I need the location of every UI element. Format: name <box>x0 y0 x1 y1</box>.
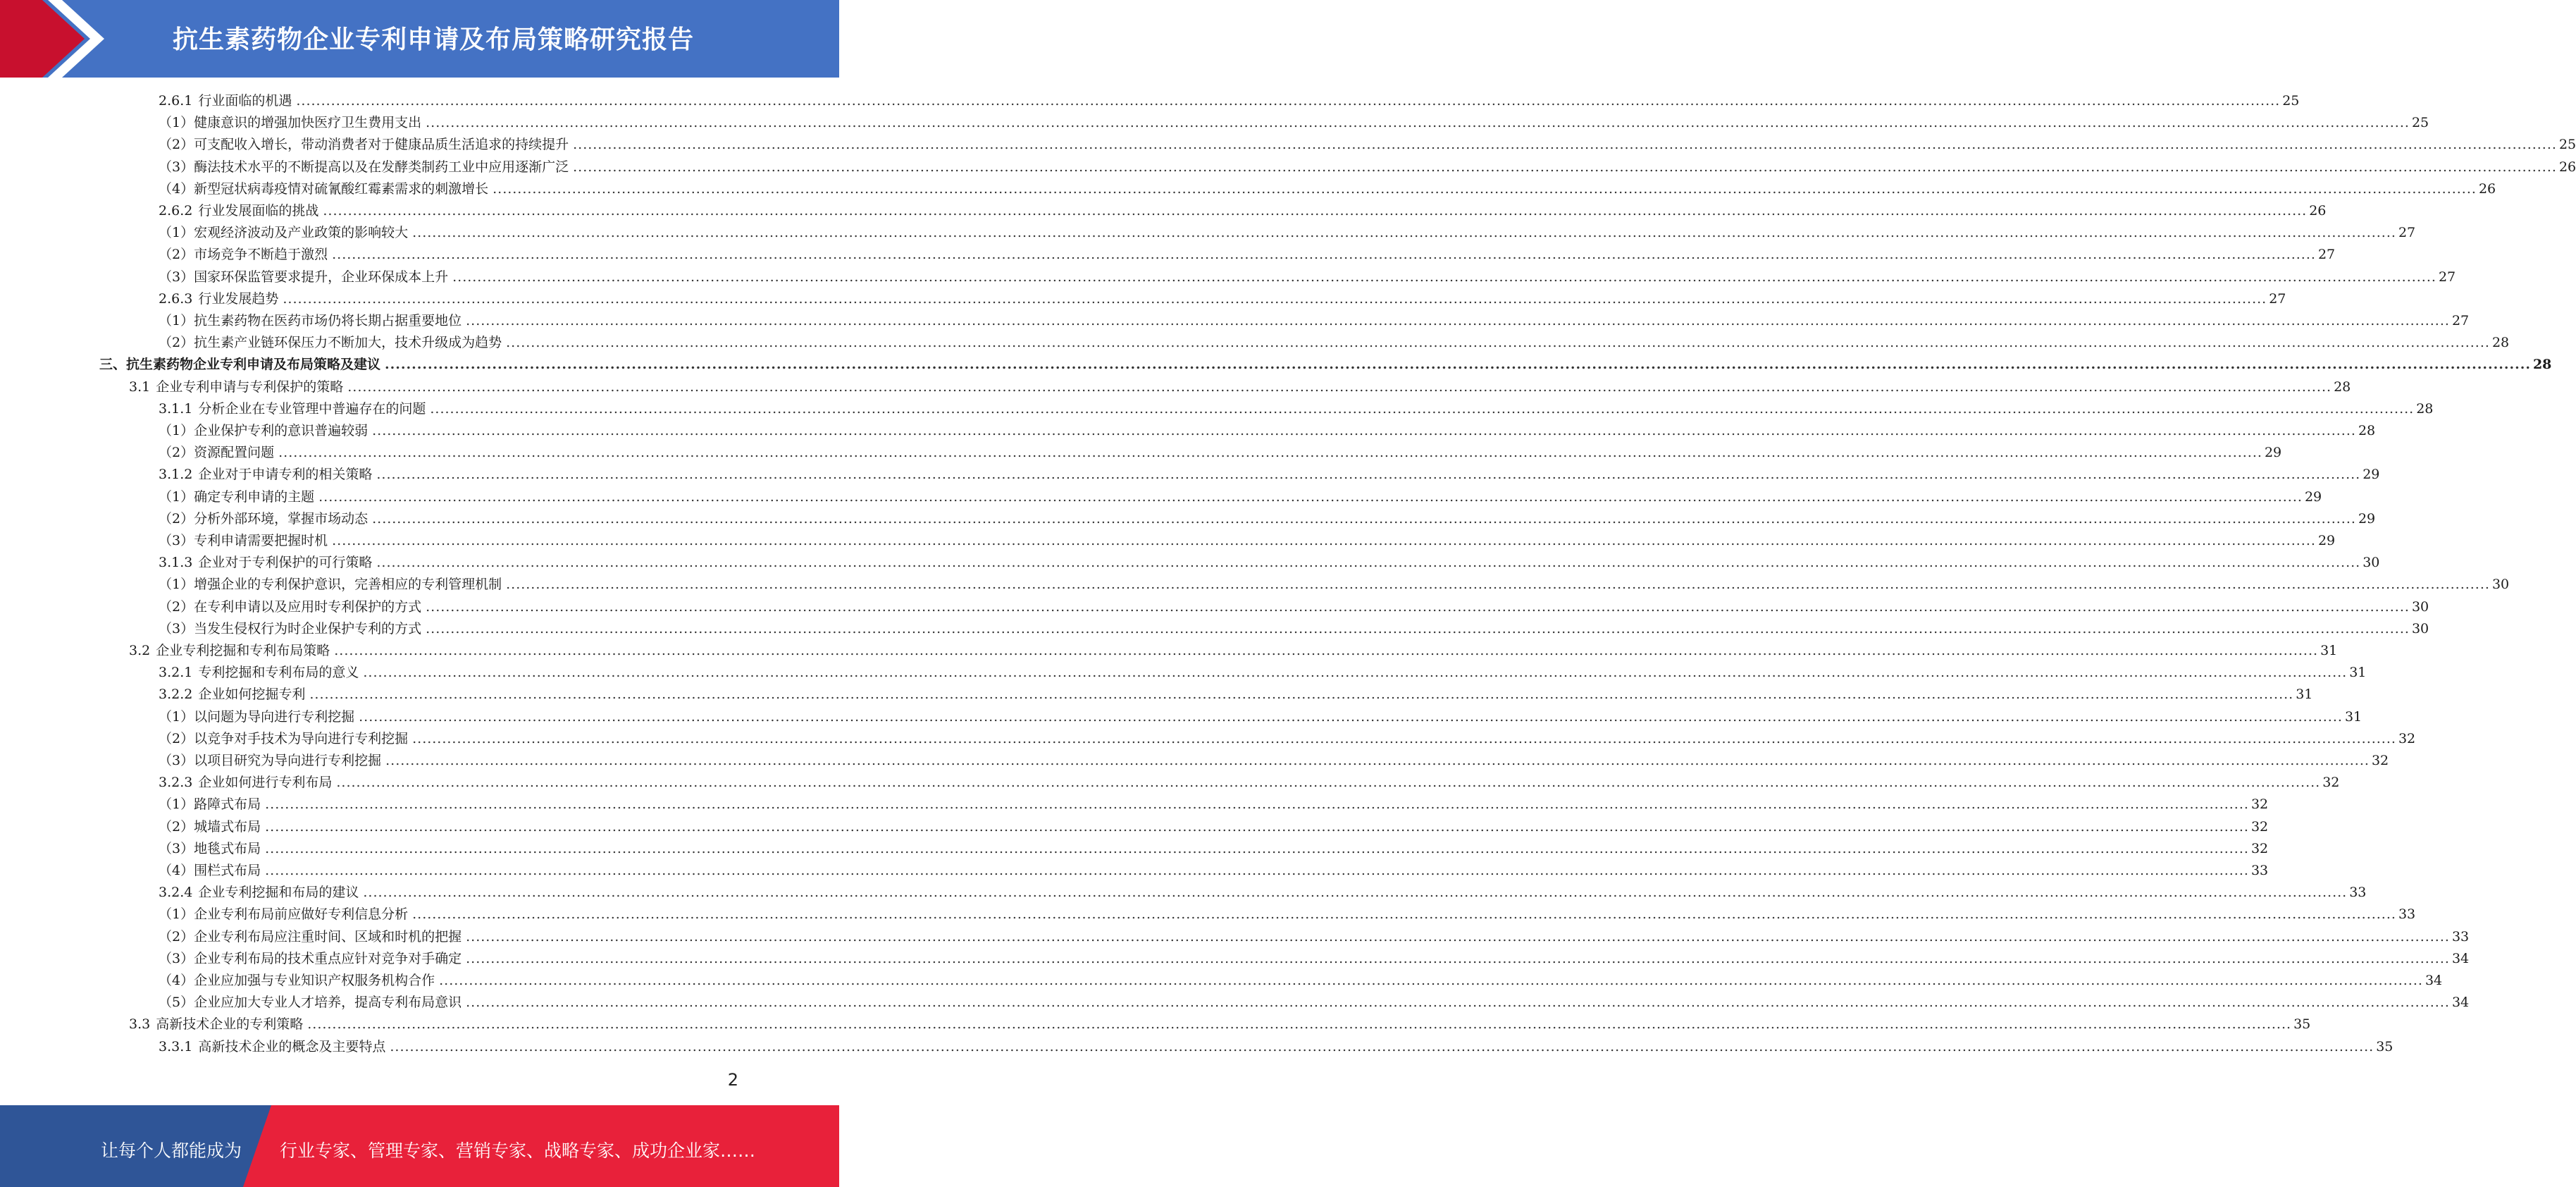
toc-entry[interactable] <box>0 618 2429 640</box>
toc-entry[interactable] <box>0 596 2429 618</box>
toc-entry[interactable] <box>0 112 2429 134</box>
toc-entry-number: 3.2.2 <box>159 687 193 703</box>
toc-entry-page: 25 <box>2282 93 2300 109</box>
toc-entry-page: 29 <box>2317 533 2336 548</box>
toc-entry[interactable] <box>0 970 2443 992</box>
toc-entry-title: 企业应加大专业人才培养，提高专利布局意识 <box>194 995 462 1011</box>
toc-entry-page: 30 <box>2491 577 2510 593</box>
toc-entry[interactable] <box>0 1014 2311 1035</box>
toc-entry-number: （2） <box>159 598 194 615</box>
toc-leader-dots: ................................................................................................................................................................................................................................................................................................................................................................................................................ <box>334 643 2319 658</box>
toc-entry[interactable] <box>0 178 2496 200</box>
toc-entry-page: 27 <box>2398 225 2416 241</box>
toc-entry-title: 高新技术企业的专利策略 <box>156 1016 304 1033</box>
toc-entry-page: 34 <box>2451 950 2470 966</box>
toc-leader-dots: ................................................................................................................................................................................................................................................................................................................................................................................................................ <box>412 225 2396 241</box>
toc-leader-dots: ................................................................................................................................................................................................................................................................................................................................................................................................................ <box>336 775 2321 791</box>
toc-leader-dots: ................................................................................................................................................................................................................................................................................................................................................................................................................ <box>283 290 2267 307</box>
toc-entry-page: 26 <box>2558 159 2576 175</box>
toc-leader-dots: ................................................................................................................................................................................................................................................................................................................................................................................................................ <box>385 753 2370 768</box>
toc-entry[interactable] <box>0 354 2552 376</box>
toc-leader-dots: ................................................................................................................................................................................................................................................................................................................................................................................................................ <box>372 423 2356 438</box>
toc-entry-title: 企业专利布局应注重时间、区域和时机的把握 <box>194 928 462 945</box>
toc-entry[interactable] <box>0 398 2434 420</box>
toc-entry-title: 以竞争对手技术为导向进行专利挖掘 <box>194 730 409 746</box>
toc-entry-title: 确定专利申请的主题 <box>194 488 315 505</box>
toc-entry-number: （1） <box>159 797 194 813</box>
toc-leader-dots: ................................................................................................................................................................................................................................................................................................................................................................................................................ <box>466 928 2450 945</box>
toc-entry-title: 新型冠状病毒疫情对硫氰酸红霉素需求的刺激增长 <box>194 180 489 197</box>
toc-entry-title: 城墙式布局 <box>194 818 261 835</box>
toc-entry-number: 2.6.3 <box>159 290 193 307</box>
toc-entry[interactable] <box>0 376 2351 398</box>
toc-leader-dots: ................................................................................................................................................................................................................................................................................................................................................................................................................ <box>376 555 2361 571</box>
toc-entry[interactable] <box>0 200 2327 222</box>
toc-entry-number: （2） <box>159 928 194 945</box>
toc-entry[interactable] <box>0 486 2322 508</box>
toc-leader-dots: ................................................................................................................................................................................................................................................................................................................................................................................................................ <box>412 906 2396 923</box>
toc-entry-number: 3.3 <box>129 1016 151 1033</box>
toc-leader-dots: ................................................................................................................................................................................................................................................................................................................................................................................................................ <box>265 840 2249 856</box>
toc-entry-title: 围栏式布局 <box>194 863 261 878</box>
toc-entry[interactable] <box>0 1036 2394 1058</box>
page-header <box>0 0 839 78</box>
toc-entry[interactable] <box>0 728 2416 750</box>
toc-leader-dots: ................................................................................................................................................................................................................................................................................................................................................................................................................ <box>506 335 2490 351</box>
toc-entry[interactable] <box>0 706 2363 728</box>
toc-entry-page: 30 <box>2411 620 2429 636</box>
toc-entry-page: 29 <box>2304 488 2322 505</box>
toc-entry-page: 26 <box>2309 203 2327 219</box>
toc-entry-title: 在专利申请以及应用时专利保护的方式 <box>194 598 422 615</box>
toc-entry[interactable] <box>0 156 2576 178</box>
toc-entry-number: （5） <box>159 995 194 1011</box>
toc-entry-page: 27 <box>2269 290 2286 307</box>
toc-entry-number: （2） <box>159 445 194 461</box>
toc-leader-dots: ................................................................................................................................................................................................................................................................................................................................................................................................................ <box>506 577 2490 593</box>
toc-entry-title: 分析企业在专业管理中普遍存在的问题 <box>198 400 426 417</box>
toc-entry[interactable] <box>0 420 2376 442</box>
toc-entry-page: 28 <box>2532 357 2552 373</box>
toc-entry-page: 27 <box>2317 247 2336 263</box>
toc-entry-page: 32 <box>2250 840 2269 856</box>
toc-leader-dots: ................................................................................................................................................................................................................................................................................................................................................................................................................ <box>265 863 2249 878</box>
toc-leader-dots: ................................................................................................................................................................................................................................................................................................................................................................................................................ <box>359 708 2343 725</box>
toc-entry-number: 3.1.2 <box>159 467 193 483</box>
footer-slogan-left: 让每个人都能成为 <box>101 1140 242 1161</box>
toc-entry-page: 33 <box>2250 863 2269 878</box>
toc-entry-number: 三、 <box>99 357 127 373</box>
page-footer <box>0 1105 839 1187</box>
toc-entry-number: （3） <box>159 620 194 636</box>
toc-entry-title: 行业面临的机遇 <box>198 93 292 109</box>
toc-entry-title: 企业对于专利保护的可行策略 <box>198 555 373 571</box>
toc-entry[interactable] <box>0 442 2282 464</box>
toc-entry-title: 以问题为导向进行专利挖掘 <box>194 708 355 725</box>
toc-entry-number: （4） <box>159 863 194 878</box>
toc-entry-title: 地毯式布局 <box>194 840 261 856</box>
toc-entry-page: 27 <box>2438 269 2456 285</box>
toc-entry-number: 3.2.1 <box>159 665 193 681</box>
report-title: 抗生素药物企业专利申请及布局策略研究报告 <box>173 25 695 54</box>
toc-entry-title: 酶法技术水平的不断提高以及在发酵类制药工业中应用逐渐广泛 <box>194 159 569 175</box>
toc-leader-dots: ................................................................................................................................................................................................................................................................................................................................................................................................................ <box>430 400 2415 417</box>
toc-leader-dots: ................................................................................................................................................................................................................................................................................................................................................................................................................ <box>376 467 2361 483</box>
toc-leader-dots: ................................................................................................................................................................................................................................................................................................................................................................................................................ <box>573 137 2557 153</box>
toc-entry-page: 31 <box>2296 687 2313 703</box>
toc-leader-dots: ................................................................................................................................................................................................................................................................................................................................................................................................................ <box>363 665 2348 681</box>
toc-entry-number: （1） <box>159 577 194 593</box>
toc-entry-number: （4） <box>159 180 194 197</box>
toc-entry-page: 30 <box>2363 555 2380 571</box>
toc-entry[interactable] <box>0 464 2380 486</box>
toc-entry-title: 企业如何挖掘专利 <box>198 687 306 703</box>
toc-entry-page: 27 <box>2451 313 2470 328</box>
toc-entry-number: 3.2 <box>129 643 151 658</box>
toc-entry-title: 企业专利布局前应做好专利信息分析 <box>194 906 409 923</box>
toc-entry-page: 26 <box>2478 180 2496 197</box>
toc-entry-number: （3） <box>159 269 194 285</box>
toc-leader-dots: ................................................................................................................................................................................................................................................................................................................................................................................................................ <box>347 379 2332 395</box>
toc-entry[interactable] <box>0 926 2470 948</box>
toc-leader-dots: ................................................................................................................................................................................................................................................................................................................................................................................................................ <box>573 159 2557 175</box>
toc-entry[interactable] <box>0 508 2376 530</box>
toc-entry[interactable] <box>0 904 2416 925</box>
toc-entry-page: 33 <box>2349 885 2367 901</box>
toc-entry-page: 32 <box>2398 730 2416 746</box>
toc-entry[interactable] <box>0 530 2336 552</box>
toc-entry[interactable] <box>0 574 2510 596</box>
toc-entry-title: 企业对于申请专利的相关策略 <box>198 467 373 483</box>
toc-leader-dots: ................................................................................................................................................................................................................................................................................................................................................................................................................ <box>363 885 2348 901</box>
toc-entry-number: 3.1.1 <box>159 400 193 417</box>
toc-entry-title: 专利挖掘和专利布局的意义 <box>198 665 359 681</box>
toc-entry-page: 32 <box>2322 775 2340 791</box>
toc-entry-title: 国家环保监管要求提升，企业环保成本上升 <box>194 269 449 285</box>
toc-entry-number: （1） <box>159 423 194 438</box>
toc-leader-dots: ................................................................................................................................................................................................................................................................................................................................................................................................................ <box>439 973 2423 988</box>
toc-entry-title: 行业发展趋势 <box>198 290 279 307</box>
toc-entry-title: 抗生素产业链环保压力不断加大，技术升级成为趋势 <box>194 335 502 351</box>
toc-leader-dots: ................................................................................................................................................................................................................................................................................................................................................................................................................ <box>307 1016 2292 1033</box>
toc-entry-page: 29 <box>2358 510 2376 527</box>
page-number: 2 <box>727 1070 738 1090</box>
toc-entry-page: 35 <box>2376 1038 2394 1054</box>
toc-entry-title: 企业专利申请与专利保护的策略 <box>156 379 344 395</box>
toc-entry[interactable] <box>0 662 2367 684</box>
toc-entry-number: （2） <box>159 335 194 351</box>
toc-entry[interactable] <box>0 838 2269 860</box>
toc-leader-dots: ................................................................................................................................................................................................................................................................................................................................................................................................................ <box>318 488 2303 505</box>
toc-leader-dots: ................................................................................................................................................................................................................................................................................................................................................................................................................ <box>426 115 2410 131</box>
toc-entry-page: 28 <box>2416 400 2434 417</box>
toc-entry-title: 抗生素药物企业专利申请及布局策略及建议 <box>126 357 381 373</box>
toc-entry-number: （1） <box>159 313 194 328</box>
toc-entry-page: 31 <box>2344 708 2363 725</box>
toc-entry-page: 28 <box>2358 423 2376 438</box>
toc-entry-title: 宏观经济波动及产业政策的影响较大 <box>194 225 409 241</box>
toc-leader-dots: ................................................................................................................................................................................................................................................................................................................................................................................................................ <box>278 445 2262 461</box>
toc-entry-page: 35 <box>2293 1016 2311 1033</box>
toc-entry[interactable] <box>0 750 2389 772</box>
toc-entry-title: 当发生侵权行为时企业保护专利的方式 <box>194 620 422 636</box>
toc-entry[interactable] <box>0 134 2576 156</box>
toc-entry-title: 市场竞争不断趋于激烈 <box>194 247 328 263</box>
toc-entry-number: （3） <box>159 159 194 175</box>
toc-leader-dots: ................................................................................................................................................................................................................................................................................................................................................................................................................ <box>309 687 2294 703</box>
toc-entry-page: 28 <box>2491 335 2510 351</box>
toc-entry-number: （3） <box>159 753 194 768</box>
toc-leader-dots: ................................................................................................................................................................................................................................................................................................................................................................................................................ <box>385 357 2531 373</box>
toc-leader-dots: ................................................................................................................................................................................................................................................................................................................................................................................................................ <box>265 797 2249 813</box>
toc-entry[interactable] <box>0 332 2510 354</box>
toc-entry-title: 企业如何进行专利布局 <box>198 775 333 791</box>
toc-entry-page: 33 <box>2398 906 2416 923</box>
toc-entry-number: 3.2.3 <box>159 775 193 791</box>
toc-entry-number: 3.3.1 <box>159 1038 193 1054</box>
toc-entry-title: 高新技术企业的概念及主要特点 <box>198 1038 386 1054</box>
toc-entry-number: 2.6.1 <box>159 93 193 109</box>
toc-entry[interactable] <box>0 772 2340 794</box>
toc-entry-title: 抗生素药物在医药市场仍将长期占据重要地位 <box>194 313 462 328</box>
toc-entry-title: 专利申请需要把握时机 <box>194 533 328 548</box>
toc-entry-title: 企业专利布局的技术重点应针对竞争对手确定 <box>194 950 462 966</box>
toc-leader-dots: ................................................................................................................................................................................................................................................................................................................................................................................................................ <box>296 93 2281 109</box>
toc-entry[interactable] <box>0 882 2367 904</box>
toc-entry-page: 32 <box>2250 797 2269 813</box>
chevron-logo-icon <box>0 0 113 78</box>
toc-entry-page: 32 <box>2371 753 2389 768</box>
toc-entry-number: （4） <box>159 973 194 988</box>
toc-entry-page: 29 <box>2264 445 2282 461</box>
toc-leader-dots: ................................................................................................................................................................................................................................................................................................................................................................................................................ <box>265 818 2249 835</box>
toc-entry-number: 3.1.3 <box>159 555 193 571</box>
toc-leader-dots: ................................................................................................................................................................................................................................................................................................................................................................................................................ <box>390 1038 2374 1054</box>
toc-leader-dots: ................................................................................................................................................................................................................................................................................................................................................................................................................ <box>372 510 2356 527</box>
toc-entry-title: 企业保护专利的意识普遍较弱 <box>194 423 369 438</box>
toc-leader-dots: ................................................................................................................................................................................................................................................................................................................................................................................................................ <box>466 950 2450 966</box>
toc-entry[interactable] <box>0 244 2336 266</box>
toc-entry[interactable] <box>0 860 2269 882</box>
toc-entry-number: （1） <box>159 115 194 131</box>
toc-entry-page: 31 <box>2320 643 2338 658</box>
toc-entry-page: 29 <box>2363 467 2380 483</box>
toc-entry-page: 25 <box>2411 115 2429 131</box>
toc-entry-title: 企业专利挖掘和专利布局策略 <box>156 643 330 658</box>
toc-entry-number: （3） <box>159 840 194 856</box>
toc-entry[interactable] <box>0 90 2300 112</box>
toc-entry-number: （2） <box>159 730 194 746</box>
toc-entry[interactable] <box>0 948 2470 970</box>
toc-entry[interactable] <box>0 222 2416 244</box>
toc-entry-page: 28 <box>2334 379 2351 395</box>
toc-entry-title: 分析外部环境，掌握市场动态 <box>194 510 369 527</box>
toc-entry-number: 3.2.4 <box>159 885 193 901</box>
toc-entry[interactable] <box>0 992 2470 1014</box>
toc-entry[interactable] <box>0 266 2456 288</box>
toc-entry-title: 企业专利挖掘和布局的建议 <box>198 885 359 901</box>
toc-entry-page: 25 <box>2558 137 2576 153</box>
toc-leader-dots: ................................................................................................................................................................................................................................................................................................................................................................................................................ <box>426 620 2410 636</box>
toc-entry-page: 32 <box>2250 818 2269 835</box>
toc-entry-title: 健康意识的增强加快医疗卫生费用支出 <box>194 115 422 131</box>
toc-entry[interactable] <box>0 288 2286 310</box>
toc-entry[interactable] <box>0 816 2269 838</box>
toc-entry-number: （1） <box>159 708 194 725</box>
toc-entry-number: （2） <box>159 510 194 527</box>
toc-entry-number: （1） <box>159 225 194 241</box>
toc-entry-title: 资源配置问题 <box>194 445 275 461</box>
toc-entry[interactable] <box>0 552 2380 574</box>
toc-leader-dots: ................................................................................................................................................................................................................................................................................................................................................................................................................ <box>412 730 2396 746</box>
toc-leader-dots: ................................................................................................................................................................................................................................................................................................................................................................................................................ <box>332 533 2316 548</box>
toc-entry-title: 可支配收入增长，带动消费者对于健康品质生活追求的持续提升 <box>194 137 569 153</box>
toc-leader-dots: ................................................................................................................................................................................................................................................................................................................................................................................................................ <box>323 203 2308 219</box>
toc-entry-number: （3） <box>159 533 194 548</box>
toc-entry-page: 30 <box>2411 598 2429 615</box>
toc-leader-dots: ................................................................................................................................................................................................................................................................................................................................................................................................................ <box>426 598 2410 615</box>
toc-entry-number: 3.1 <box>129 379 151 395</box>
toc-entry-number: （1） <box>159 488 194 505</box>
toc-entry[interactable] <box>0 794 2269 816</box>
toc-leader-dots: ................................................................................................................................................................................................................................................................................................................................................................................................................ <box>493 180 2477 197</box>
toc-entry-number: （3） <box>159 950 194 966</box>
toc-entry-number: 2.6.2 <box>159 203 193 219</box>
toc-leader-dots: ................................................................................................................................................................................................................................................................................................................................................................................................................ <box>332 247 2316 263</box>
toc-entry-title: 以项目研究为导向进行专利挖掘 <box>194 753 382 768</box>
toc-entry-page: 31 <box>2349 665 2367 681</box>
toc-entry-page: 34 <box>2451 995 2470 1011</box>
toc-entry-title: 增强企业的专利保护意识，完善相应的专利管理机制 <box>194 577 502 593</box>
toc-leader-dots: ................................................................................................................................................................................................................................................................................................................................................................................................................ <box>452 269 2436 285</box>
toc-entry[interactable] <box>0 640 2338 662</box>
toc-entry-number: （2） <box>159 818 194 835</box>
toc-entry-page: 33 <box>2451 928 2470 945</box>
toc-entry-title: 路障式布局 <box>194 797 261 813</box>
toc-entry[interactable] <box>0 310 2470 332</box>
footer-slogan-right: 行业专家、管理专家、营销专家、战略专家、成功企业家…… <box>280 1140 756 1161</box>
toc-entry[interactable] <box>0 684 2313 706</box>
toc-leader-dots: ................................................................................................................................................................................................................................................................................................................................................................................................................ <box>466 313 2450 328</box>
toc-entry-number: （2） <box>159 137 194 153</box>
toc-leader-dots: ................................................................................................................................................................................................................................................................................................................................................................................................................ <box>466 995 2450 1011</box>
toc-entry-page: 34 <box>2425 973 2443 988</box>
toc-entry-number: （1） <box>159 906 194 923</box>
toc-entry-number: （2） <box>159 247 194 263</box>
toc-entry-title: 企业应加强与专业知识产权服务机构合作 <box>194 973 435 988</box>
toc-entry-title: 行业发展面临的挑战 <box>198 203 319 219</box>
